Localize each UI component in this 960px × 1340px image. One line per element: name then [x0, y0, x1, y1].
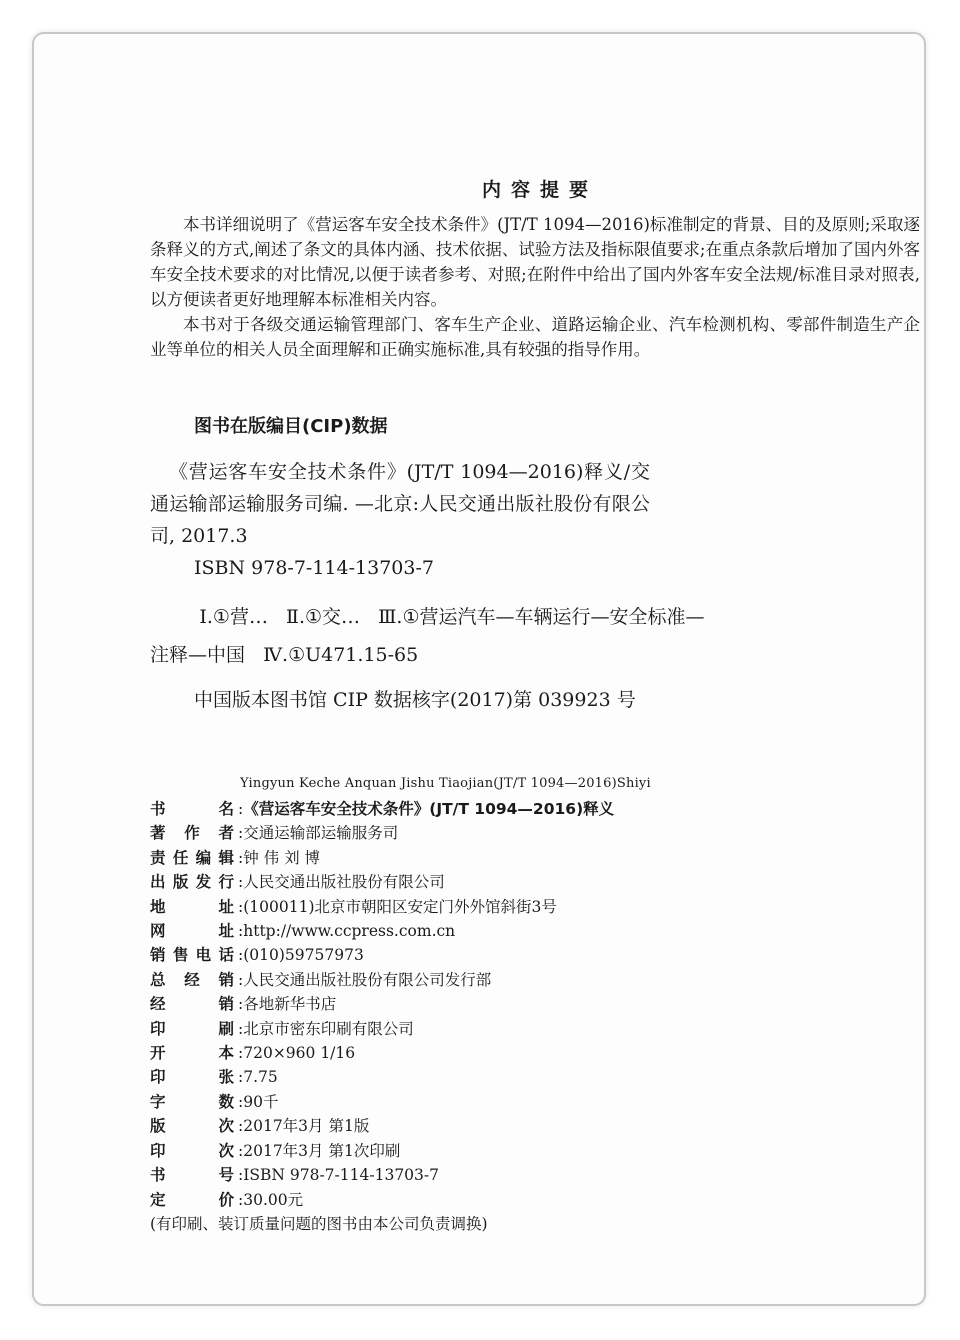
row-label: 书号 [150, 1166, 234, 1185]
summary-title: 内容提要 [481, 179, 598, 201]
colophon-row-distributor: 经销 :各地新华书店 [150, 992, 614, 1016]
cip-class-4: Ⅳ.①U471.15-65 [263, 644, 419, 666]
cip-class-1: Ⅰ.①营… [199, 606, 268, 628]
colophon-row-editor: 责任编辑 :钟 伟 刘 博 [150, 846, 614, 870]
cip-class-3: Ⅲ.①营运汽车—车辆运行—安全标准—注释—中国 [150, 606, 705, 666]
cip-classification [150, 598, 710, 674]
row-value: 720×960 1/16 [243, 1044, 356, 1063]
row-value: 交通运输部运输服务司 [243, 824, 399, 843]
cip-isbn: ISBN 978-7-114-13703-7 [194, 557, 434, 579]
colophon-row-printing: 印次 :2017年3月 第1次印刷 [150, 1139, 614, 1163]
row-label: 定价 [150, 1190, 234, 1209]
row-value: ISBN 978-7-114-13703-7 [243, 1166, 440, 1185]
summary-section [150, 175, 920, 362]
row-value: 人民交通出版社股份有限公司 [243, 873, 445, 892]
cip-entry: 《营运客车安全技术条件》(JT/T 1094—2016)释义/交通运输部运输服务司编. —北京:人民交通出版社股份有限公司, 2017.3 [150, 461, 650, 547]
row-label: 出版发行 [150, 873, 234, 892]
row-value: 北京市密东印刷有限公司 [243, 1019, 414, 1038]
row-value: 各地新华书店 [243, 995, 337, 1014]
row-value: 2017年3月 第1次印刷 [243, 1141, 401, 1160]
row-label: 版次 [150, 1117, 234, 1136]
row-value: 2017年3月 第1版 [243, 1117, 370, 1136]
row-label: 书名 [150, 800, 234, 818]
cip-heading: 图书在版编目(CIP)数据 [194, 416, 388, 437]
row-label: 著作者 [150, 824, 234, 843]
row-value: 90千 [243, 1092, 279, 1111]
row-value: 钟 伟 刘 博 [243, 848, 321, 867]
row-label: 责任编辑 [150, 848, 234, 867]
row-value: (010)59757973 [243, 946, 364, 965]
row-label: 印刷 [150, 1019, 234, 1038]
colophon-row-general-distributor: 总经销 :人民交通出版社股份有限公司发行部 [150, 968, 614, 992]
colophon-row-sheets: 印张 :7.75 [150, 1065, 614, 1089]
row-label: 经销 [150, 995, 234, 1014]
colophon-row-price: 定价 :30.00元 [150, 1188, 614, 1212]
colophon-row-title: 书名 :《营运客车安全技术条件》(JT/T 1094—2016)释义 [150, 797, 614, 821]
row-label: 地址 [150, 897, 234, 916]
row-value: 7.75 [243, 1068, 278, 1087]
colophon-row-publisher: 出版发行 :人民交通出版社股份有限公司 [150, 870, 614, 894]
row-value: http://www.ccpress.com.cn [243, 922, 456, 941]
colophon-row-address: 地址 :(100011)北京市朝阳区安定门外外馆斜街3号 [150, 895, 614, 919]
summary-paragraph-1: 本书详细说明了《营运客车安全技术条件》(JT/T 1094—2016)标准制定的背景、目的及原则;采取逐条释义的方式,阐述了条文的具体内涵、技术依据、试验方法及指标限值要求;在重点条款后增加了国内外客车安全技术要求的对比情况,以便于读者参考、对照;在附件中给出了国内外客车安全法规/标准目录对照表,以方便读者更好地理解本标准相关内容。 [150, 215, 920, 309]
colophon-row-phone: 销售电话 :(010)59757973 [150, 943, 614, 967]
colophon-row-printer: 印刷 :北京市密东印刷有限公司 [150, 1017, 614, 1041]
cip-class-2: Ⅱ.①交… [286, 606, 361, 628]
cip-section [150, 412, 920, 716]
colophon-row-isbn: 书号 :ISBN 978-7-114-13703-7 [150, 1163, 614, 1187]
row-value: 《营运客车安全技术条件》(JT/T 1094—2016)释义 [243, 800, 615, 818]
row-label: 总经销 [150, 970, 234, 989]
colophon-row-edition: 版次 :2017年3月 第1版 [150, 1114, 614, 1138]
book-copyright-page [150, 175, 920, 1236]
row-value: (100011)北京市朝阳区安定门外外馆斜街3号 [243, 897, 557, 916]
colophon-row-author: 著作者 :交通运输部运输服务司 [150, 821, 614, 845]
row-value: 30.00元 [243, 1190, 304, 1209]
colophon-row-word-count: 字数 :90千 [150, 1090, 614, 1114]
summary-paragraph-2: 本书对于各级交通运输管理部门、客车生产企业、道路运输企业、汽车检测机构、零部件制造生产企业等单位的相关人员全面理解和正确实施标准,具有较强的指导作用。 [150, 315, 920, 359]
row-label: 印张 [150, 1068, 234, 1087]
colophon-row-website: 网址 :http://www.ccpress.com.cn [150, 919, 614, 943]
row-label: 销售电话 [150, 946, 234, 965]
quality-note: (有印刷、装订质量问题的图书由本公司负责调换) [150, 1214, 488, 1233]
row-label: 印次 [150, 1141, 234, 1160]
pinyin-title: Yingyun Keche Anquan Jishu Tiaojian(JT/T 1094—2016)Shiyi [240, 776, 651, 791]
row-label: 字数 [150, 1092, 234, 1111]
row-label: 网址 [150, 922, 234, 941]
row-value: 人民交通出版社股份有限公司发行部 [243, 970, 492, 989]
cip-record-number: 中国版本图书馆 CIP 数据核字(2017)第 039923 号 [194, 689, 636, 711]
colophon-section [150, 776, 920, 1236]
colophon-row-format: 开本 :720×960 1/16 [150, 1041, 614, 1065]
colophon-table [150, 797, 614, 1212]
row-label: 开本 [150, 1044, 234, 1063]
